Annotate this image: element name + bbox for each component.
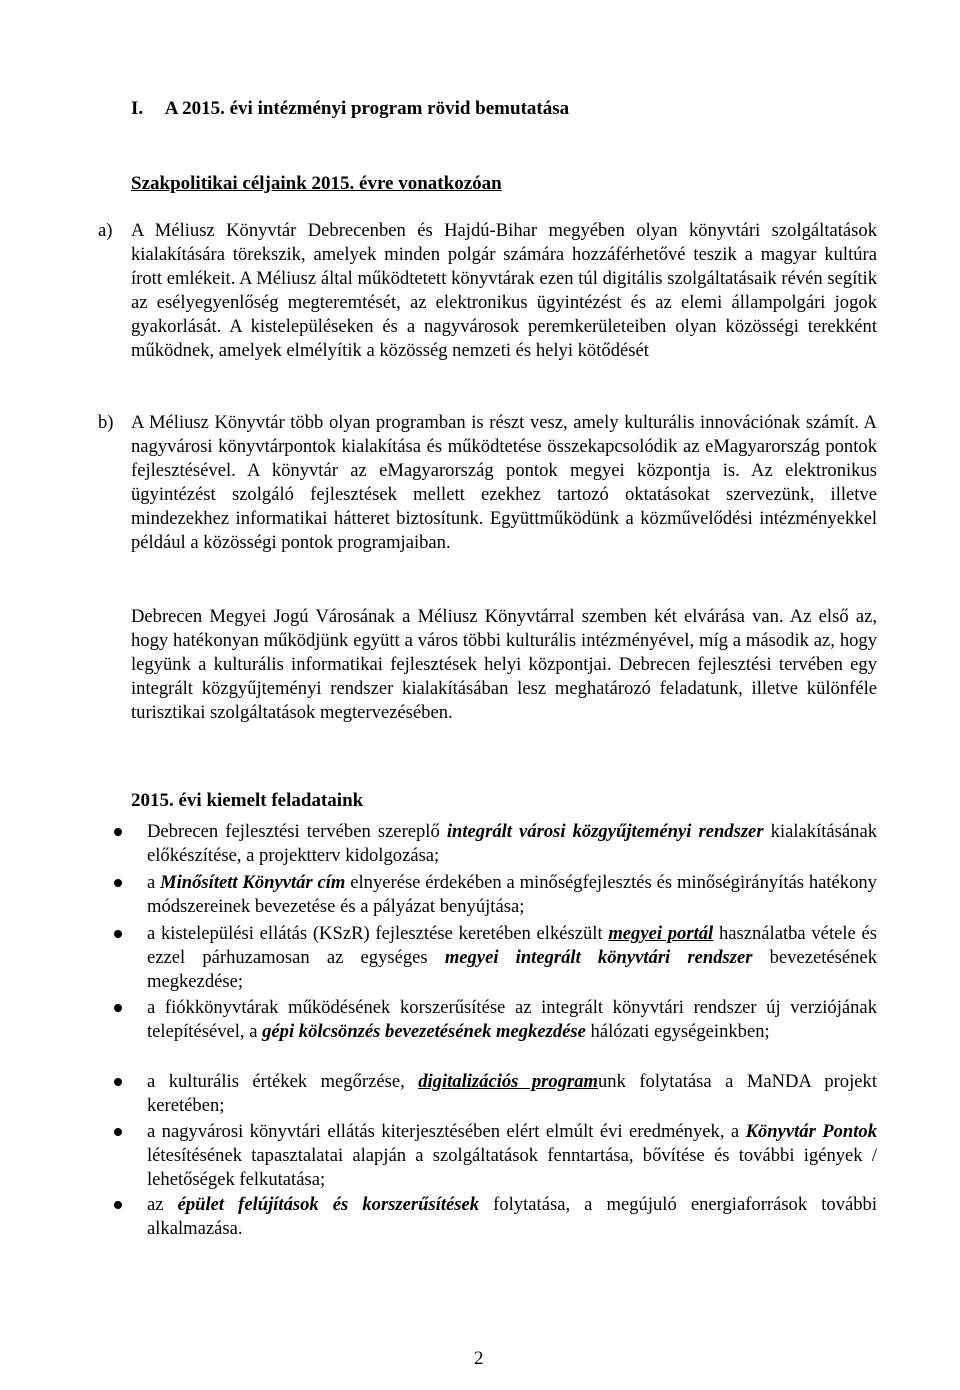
list-item — [147, 922, 877, 994]
paragraph-c: Debrecen Megyei Jogú Városának a Méliusz Könyvtárral szemben két elvárása van. Az első az, hogy hatékonyan működjünk együtt a város többi kulturális intézményével, míg a második az, hogy legyünk a kulturális informatikai fejlesztések helyi központjai. Debrecen fejlesztési tervében egy integrált közgyűjteményi rendszer kialakításában lesz meghatározó feladatunk, illetve különféle turisztikai szolgáltatások megtervezésében. — [131, 606, 877, 723]
item-text: Debrecen fejlesztési tervében szereplő — [147, 821, 447, 842]
section-number: I. — [131, 98, 144, 119]
bullet-icon — [114, 1004, 122, 1012]
bullet-icon — [114, 1078, 122, 1086]
list-item — [147, 1120, 877, 1192]
list-item — [147, 1070, 877, 1118]
section-title: A 2015. évi intézményi program rövid bemutatása — [164, 98, 570, 119]
item-text: elnyerése érdekében a minőségfejlesztés és minőségirányítás hatékony módszereinek bevezetése és a pályázat benyújtása; — [147, 872, 877, 917]
item-emphasis: Minősített Könyvtár cím — [160, 872, 346, 893]
page-number: 2 — [474, 1348, 484, 1369]
item-text: bevezetésének megkezdése; — [147, 947, 877, 992]
item-text: folytatása, a megújuló energiaforrások további alkalmazása. — [147, 1194, 878, 1239]
item-emphasis: megyei integrált könyvtári rendszer — [444, 947, 753, 968]
item-emphasis: integrált városi közgyűjteményi rendszer — [446, 821, 764, 842]
paragraph-b: A Méliusz Könyvtár több olyan programban is részt vesz, amely kulturális innovációnak számít. A nagyvárosi könyvtárpontok kialakítása és működtetése összekapcsolódik az eMagyarország pontok fejlesztésével. A könyvtár az eMagyarország pontok megyei központja is. Az elektronikus ügyintézést szolgáló fejlesztések mellett ezekhez tartozó oktatásokat szervezünk, illetve mindezekhez informatikai hátteret biztosítunk. Együttműködünk a közművelődési intézményekkel például a közösségi pontok programjaiban. — [131, 412, 877, 553]
subheading: Szakpolitikai céljaink 2015. évre vonatkozóan — [131, 173, 502, 194]
item-text: használatba vétele és ezzel párhuzamosan az egységes — [147, 923, 877, 968]
bullet-icon — [114, 879, 122, 887]
item-text: kialakításának előkészítése, a projektterv kidolgozása; — [147, 821, 877, 866]
item-text: a kistelepülési ellátás (KSzR) fejlesztése keretében elkészült — [147, 923, 609, 944]
item-text: létesítésének tapasztalatai alapján a szolgáltatások fenntartása, bővítése és további igények / lehetőségek felkutatása; — [147, 1145, 877, 1190]
item-text: hálózati egységeinkben; — [585, 1021, 770, 1042]
bullet-icon — [114, 1201, 122, 1209]
bullet-icon — [114, 828, 122, 836]
paragraph-a: A Méliusz Könyvtár Debrecenben és Hajdú-Bihar megyében olyan könyvtári szolgáltatások kialakítására törekszik, amelyek minden polgár számára hozzáférhetővé teszik a magyar kultúra írott emlékeit. A Méliusz által működtetett könyvtárak ezen túl digitális szolgáltatásaik révén segítik az esélyegyenlőség megteremtését, az elektronikus ügyintézést és az elemi állampolgári jogok gyakorlását. A kistelepüléseken és a nagyvárosok peremkerületeiben olyan közösségi terekként működnek, amelyek elmélyítik a közösség nemzeti és helyi kötődését — [131, 220, 877, 361]
item-text: unk folytatása a MaNDA projekt keretében; — [147, 1071, 877, 1116]
item-text: a — [147, 872, 161, 893]
item-emphasis: megyei portál — [608, 923, 714, 944]
para-label-b: b) — [98, 412, 114, 433]
item-emphasis: épület felújítások és korszerűsítések — [177, 1194, 480, 1215]
bullet-icon — [114, 930, 122, 938]
item-text: a nagyvárosi könyvtári ellátás kiterjesztésében elért elmúlt évi eredmények, a — [147, 1121, 746, 1142]
section-heading — [131, 96, 569, 122]
item-text: a fiókkönyvtárak működésének korszerűsítése az integrált könyvtári rendszer új verziójának telepítésével, a — [147, 997, 877, 1042]
item-text: a kulturális értékek megőrzése, — [147, 1071, 419, 1092]
list-item — [147, 820, 877, 868]
section2-heading: 2015. évi kiemelt feladataink — [131, 789, 364, 811]
item-emphasis: gépi kölcsönzés bevezetésének megkezdése — [262, 1021, 586, 1042]
list-item — [147, 1193, 877, 1241]
bullet-icon — [114, 1128, 122, 1136]
item-emphasis: Könyvtár Pontok — [745, 1121, 877, 1142]
list-item — [147, 871, 877, 919]
para-label-a: a) — [98, 220, 113, 241]
item-emphasis: digitalizációs program — [418, 1071, 598, 1092]
list-item — [147, 996, 877, 1044]
item-text: az — [147, 1194, 178, 1215]
